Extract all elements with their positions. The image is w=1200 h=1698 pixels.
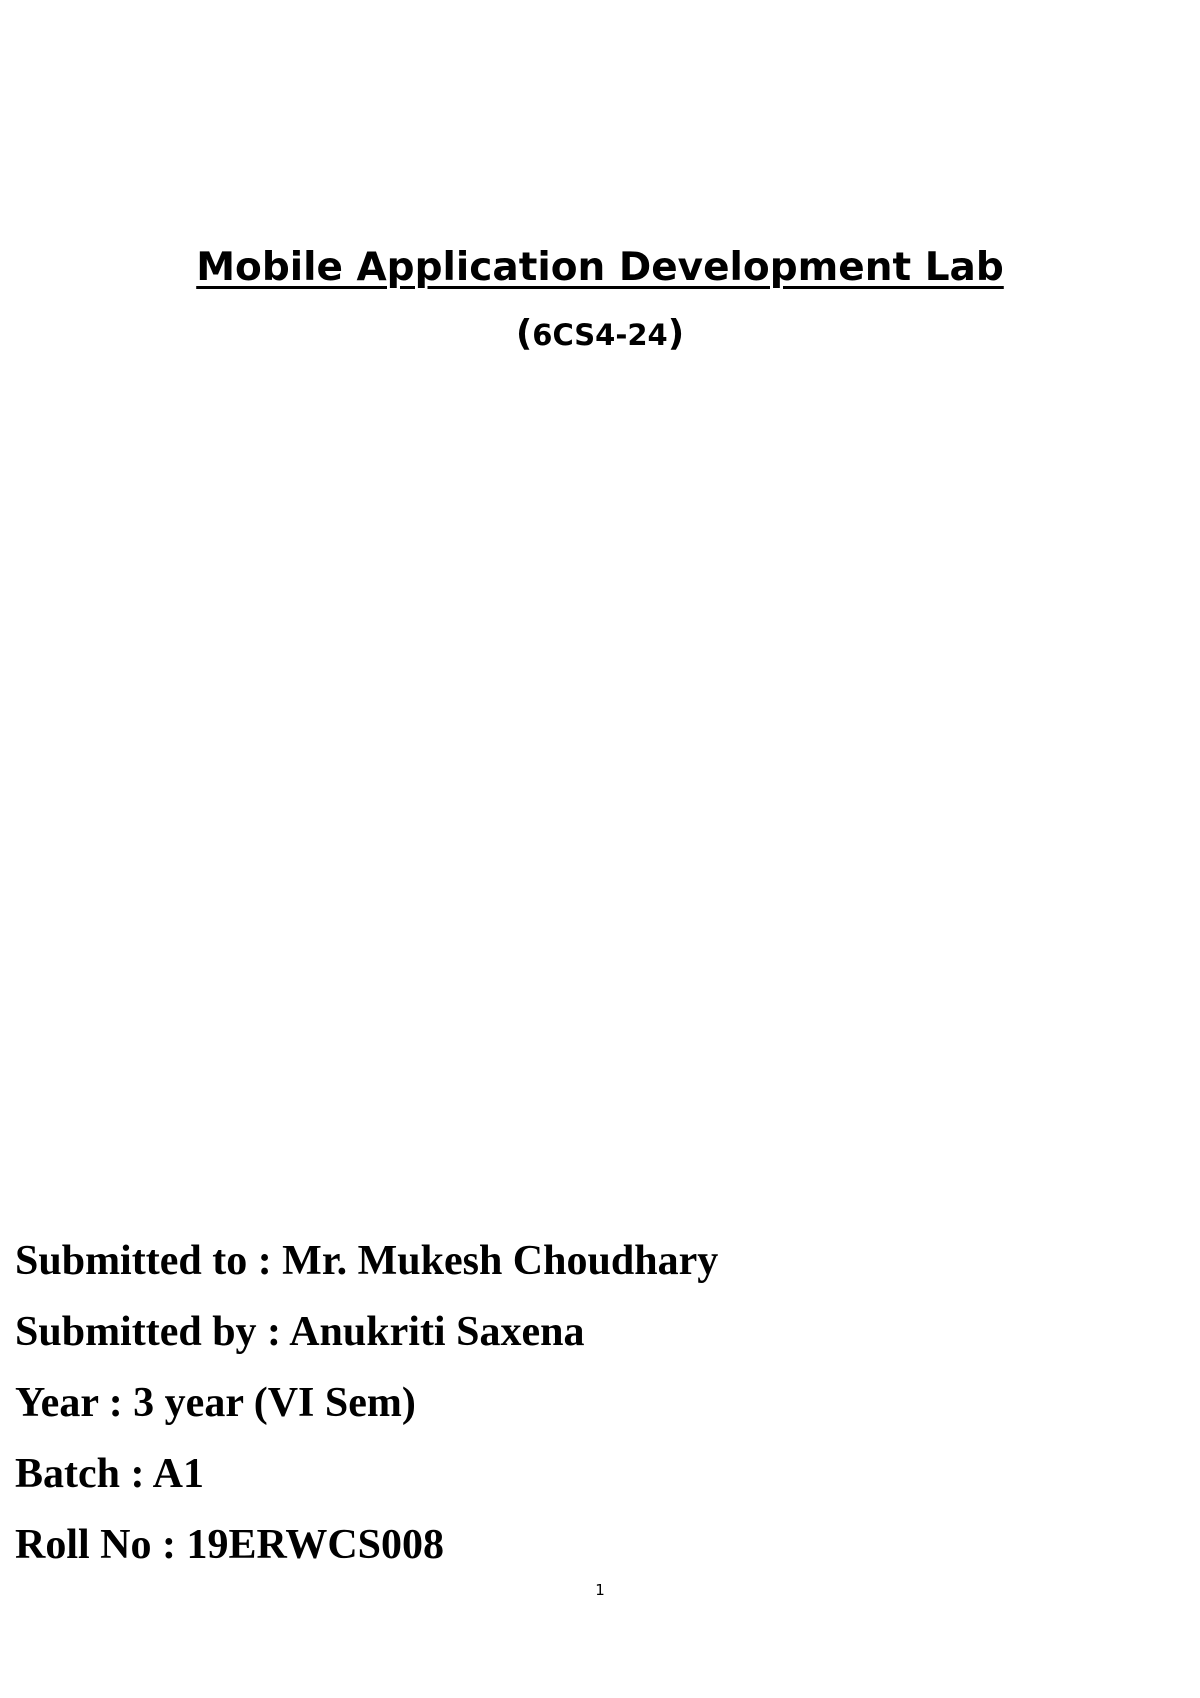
submitted-by-line: Submitted by : Anukriti Saxena (15, 1309, 585, 1355)
submission-details (15, 1226, 1175, 1581)
course-code-text: 6CS4-24 (532, 318, 668, 352)
course-code-open-paren: ( (515, 313, 533, 354)
submitted-to-line: Submitted to : Mr. Mukesh Choudhary (15, 1238, 719, 1284)
roll-number-line: Roll No : 19ERWCS008 (15, 1522, 445, 1568)
course-code-close-paren: ) (667, 313, 685, 354)
course-code (0, 314, 1200, 355)
batch-line: Batch : A1 (15, 1451, 204, 1497)
year-line: Year : 3 year (VI Sem) (15, 1380, 416, 1426)
document-title: Mobile Application Development Lab (196, 245, 1004, 290)
page-number: 1 (595, 1581, 605, 1599)
